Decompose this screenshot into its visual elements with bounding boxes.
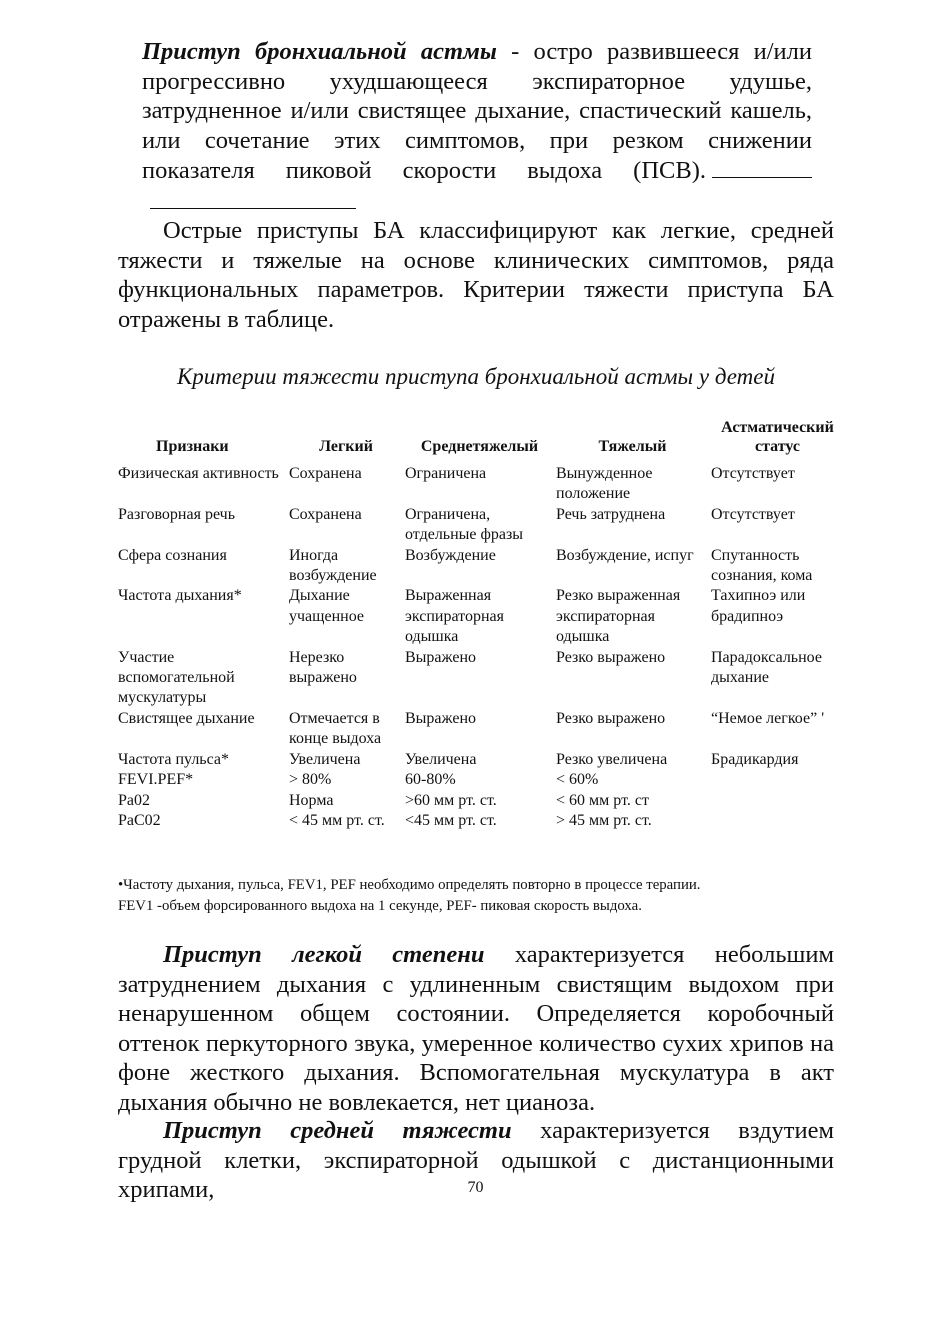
mild-attack-term: Приступ легкой степени <box>163 941 485 968</box>
table-row <box>118 770 846 790</box>
table-row <box>118 791 846 811</box>
table-cell <box>711 811 846 831</box>
mild-attack-paragraph <box>118 940 834 1117</box>
table-cell: Выражено <box>405 648 477 666</box>
table-cell: Отсутствует <box>711 465 795 482</box>
criteria-table <box>118 418 846 831</box>
table-cell: Отмечается в конце выдоха <box>289 709 382 748</box>
table-cell: Ограничена <box>405 465 487 482</box>
mild-attack-text: характеризуется небольшим затруднением дыхания с удлиненным свистящим выдохом при ненарушенном общем состоянии. Определяется коробочный оттенок перкуторного звука, умеренное количество сухих хрипов на фоне жесткого дыхания. Вспомогательная мускулатура в акт дыхания обычно не вовлекается, нет цианоза. <box>118 941 834 1116</box>
table-cell: Спутанность сознания, кома <box>711 546 813 585</box>
table-cell: Вынужденное положение <box>556 465 653 503</box>
header-status: Астматический статус <box>721 419 834 455</box>
header-signs: Признаки <box>156 438 229 455</box>
definition-paragraph <box>142 37 812 216</box>
table-cell: Парадоксальное дыхание <box>711 648 822 687</box>
table-cell: Физическая активность <box>118 465 279 482</box>
header-moderate: Среднетяжелый <box>420 438 539 455</box>
table-cell: <45 мм рт. ст. <box>405 811 497 829</box>
table-row <box>118 464 846 505</box>
table-cell: < 45 мм рт. ст. <box>289 811 385 829</box>
table-cell: Частота дыхания* <box>118 587 242 605</box>
footnote-line-1: •Частоту дыхания, пульса, FEV1, PEF необходимо определять повторно в процессе терапии. <box>118 877 701 893</box>
table-cell: Резко увеличена <box>556 750 668 768</box>
table-cell: Выражено <box>405 709 477 727</box>
table-cell: Частота пульса* <box>118 750 229 768</box>
table-cell: Увеличена <box>289 750 361 768</box>
table-cell: Разговорная речь <box>118 505 235 523</box>
table-cell: Участие вспомогательной мускулатуры <box>118 648 235 707</box>
table-cell: < 60 мм рт. ст <box>556 791 649 809</box>
table-cell <box>711 791 846 811</box>
table-row <box>118 505 846 546</box>
moderate-attack-term: Приступ средней тяжести <box>163 1117 512 1144</box>
header-mild: Легкий <box>319 438 373 455</box>
table-cell: Брадикардия <box>711 750 799 768</box>
intro-paragraph: Острые приступы БА классифицируют как легкие, средней тяжести и тяжелые на основе клинических симптомов, ряда функциональных параметров. Критерии тяжести приступа БА отражены в таблице. <box>118 217 834 333</box>
table-header-row <box>118 418 846 464</box>
table-cell: > 45 мм рт. ст. <box>556 811 652 829</box>
footnote-line-2: FEV1 -объем форсированного выдоха на 1 секунде, PEF- пиковая скорость выдоха. <box>118 898 642 914</box>
table-cell: Увеличена <box>405 750 477 768</box>
table-cell: Сохранена <box>289 465 362 482</box>
table-row <box>118 648 846 709</box>
table-cell: PaC02 <box>118 811 161 829</box>
table-cell <box>711 770 846 790</box>
table-cell: FEVI.PEF* <box>118 771 194 789</box>
table-cell: Pa02 <box>118 791 150 809</box>
table-row <box>118 750 846 770</box>
table-cell: Речь затруднена <box>556 505 666 523</box>
table-cell: > 80% <box>289 771 332 789</box>
table-row <box>118 811 846 831</box>
table-cell: Дыхание учащенное <box>289 587 364 625</box>
table-cell: Сохранена <box>289 505 362 523</box>
table-cell: < 60% <box>556 771 599 789</box>
moderate-attack-text: характеризуется вздутием грудной клетки, экспираторной одышкой с дистанционными хрипами, <box>118 1117 834 1203</box>
table-cell: Возбуждение, испуг <box>556 546 694 564</box>
table-cell: Резко выражено <box>556 709 666 727</box>
table-footnote <box>118 875 858 917</box>
table-cell: Отсутствует <box>711 505 795 523</box>
table-cell: Возбуждение <box>405 546 496 564</box>
table-cell: Ограничена, отдельные фразы <box>405 505 524 544</box>
blank-line-2 <box>150 186 356 209</box>
table-cell: “Немое легкое” ' <box>711 709 825 727</box>
definition-term: Приступ бронхиальной астмы <box>142 38 497 65</box>
table-cell: 60-80% <box>405 771 456 789</box>
table-cell: Выраженная экспираторная одышка <box>405 587 504 646</box>
blank-line-1 <box>712 155 812 178</box>
page-number: 70 <box>467 1179 484 1196</box>
table-cell: Тахипноэ или брадипноэ <box>711 587 806 625</box>
table-cell: Сфера сознания <box>118 546 227 564</box>
table-caption: Критерии тяжести приступа бронхиальной астмы у детей <box>177 364 775 389</box>
definition-text: - остро развившееся и/или прогрессивно ухудшающееся экспираторное удушье, затрудненное и/или свистящее дыхание, спастический кашель, или сочетание этих симптомов, при резком снижении показателя пиковой скорости выдоха (ПСВ). <box>142 38 813 184</box>
table-row <box>118 709 846 750</box>
table-cell: Иногда возбуждение <box>289 546 377 585</box>
table-row <box>118 546 846 587</box>
table-cell: >60 мм рт. ст. <box>405 791 497 809</box>
table-row <box>118 586 846 647</box>
table-cell: Норма <box>289 791 334 809</box>
table-cell: Резко выражено <box>556 648 666 666</box>
header-severe: Тяжелый <box>598 438 667 455</box>
table-cell: Нерезко выражено <box>289 648 357 687</box>
table-cell: Свистящее дыхание <box>118 709 255 727</box>
table-cell: Резко выраженная экспираторная одышка <box>556 587 681 646</box>
